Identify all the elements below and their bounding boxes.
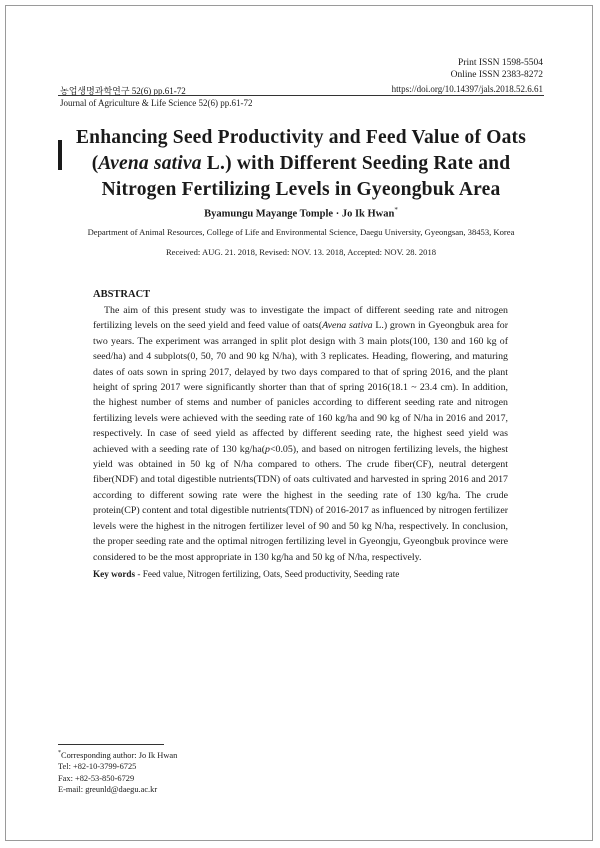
author-list	[58, 206, 544, 220]
doi-link[interactable]: https://doi.org/10.14397/jals.2018.52.6.61	[391, 84, 543, 94]
footnote-rule	[58, 744, 164, 745]
abstract-text-2: L.) grown in Gyeongbuk area for two years. The experiment was arranged in split plot design with 3 main plots(100, 130 and 160 kg of seed/ha) and 4 subplots(0, 50, 70 and 90 kg N/ha), with 3 replicates. Heading, flowering, and maturing dates of oats sown in spring 2017, delayed by two days compared to that of spring 2016, and the plant height of spring 2017 were significantly shorter than that of spring 2016(18.1 ~ 23.4 cm). In addition, the highest number of stems and number of panicles according to different seeding rate and nitrogen fertilizing levels were achieved with the seeding rate of 160 kg/ha and 90 kg of N/ha in 2016 and 2017, respectively. In case of seed yield as affected by different seeding rate, the highest seed yield was achieved with a seeding rate of 130 kg/ha(	[93, 320, 508, 455]
author-names: Byamungu Mayange Tomple · Jo Ik Hwan	[204, 208, 395, 220]
title-line-1: Enhancing Seed Productivity and Feed Value of Oats	[75, 127, 527, 148]
issn-online: Online ISSN 2383-8272	[450, 70, 543, 80]
submission-dates: Received: AUG. 21. 2018, Revised: NOV. 13. 2018, Accepted: NOV. 28. 2018	[165, 247, 437, 257]
issn-print: Print ISSN 1598-5504	[458, 58, 543, 68]
journal-citation-korean: 농업생명과학연구 52(6) pp.61-72	[60, 86, 186, 96]
footnote-corresponding	[58, 748, 177, 761]
title-species: Avena sativa	[98, 153, 202, 174]
footnote-mark: *	[58, 750, 61, 756]
abstract-species: Avena sativa	[322, 320, 373, 332]
journal-citation-english: Journal of Agriculture & Life Science 52(6) pp.61-72	[60, 98, 253, 108]
abstract-p-value: p	[265, 443, 270, 455]
footnote	[58, 748, 177, 796]
paper-title	[58, 125, 544, 203]
abstract-heading: ABSTRACT	[93, 289, 151, 300]
issn-block	[451, 57, 543, 81]
title-paren: (	[91, 153, 99, 174]
affiliation: Department of Animal Resources, College of Life and Environmental Science, Daegu University, Gyeongsan, 38453, Korea	[87, 227, 515, 237]
abstract-text-3: <0.05), and based on nitrogen fertilizing levels, the highest yield was obtained in 50 kg of N/ha compared to others. The crude fiber(CF), neutral detergent fiber(NDF) and total digestible nutrients(TDN) of oats cultivated and harvested in spring 2016 and 2017 according to different sowing rate were the highest in the seeding rate of 130 kg/ha. The crude protein(CP) content and total digestible nutrients(TDN) of 2016-2017 as influenced by nitrogen fertilizer levels were the highest in the nitrogen fertilizer level of 90 and 50 kg N/ha, respectively. In conclusion, the proper seeding rate and the optimal nitrogen fertilizing level in Gyeongju, Gyeongbuk province were considered to be the most appropriate in 130 kg/ha and 50 kg of N/ha, respectively.	[93, 443, 508, 563]
footnote-tel: Tel: +82-10-3799-6725	[58, 762, 137, 772]
footnote-author: Corresponding author: Jo Ik Hwan	[61, 750, 178, 760]
footnote-email[interactable]: E-mail: greunld@daegu.ac.kr	[58, 785, 158, 795]
abstract-body	[93, 303, 508, 565]
title-line-2-rest: L.) with Different Seeding Rate and	[201, 153, 511, 174]
keywords	[93, 569, 508, 579]
abstract-text-1: The aim of this present study was to investigate the impact of different seeding rate and nitrogen fertilizing levels on the seed yield and feed value of oats(	[93, 305, 508, 332]
keywords-list: - Feed value, Nitrogen fertilizing, Oats, Seed productivity, Seeding rate	[135, 569, 400, 579]
title-line-3: Nitrogen Fertilizing Levels in Gyeongbuk Area	[101, 179, 501, 200]
footnote-fax: Fax: +82-53-850-6729	[58, 773, 135, 783]
title-line-2	[58, 151, 544, 177]
corresponding-mark: *	[394, 206, 398, 214]
header-rule	[58, 95, 544, 96]
keywords-label: Key words	[93, 569, 136, 579]
